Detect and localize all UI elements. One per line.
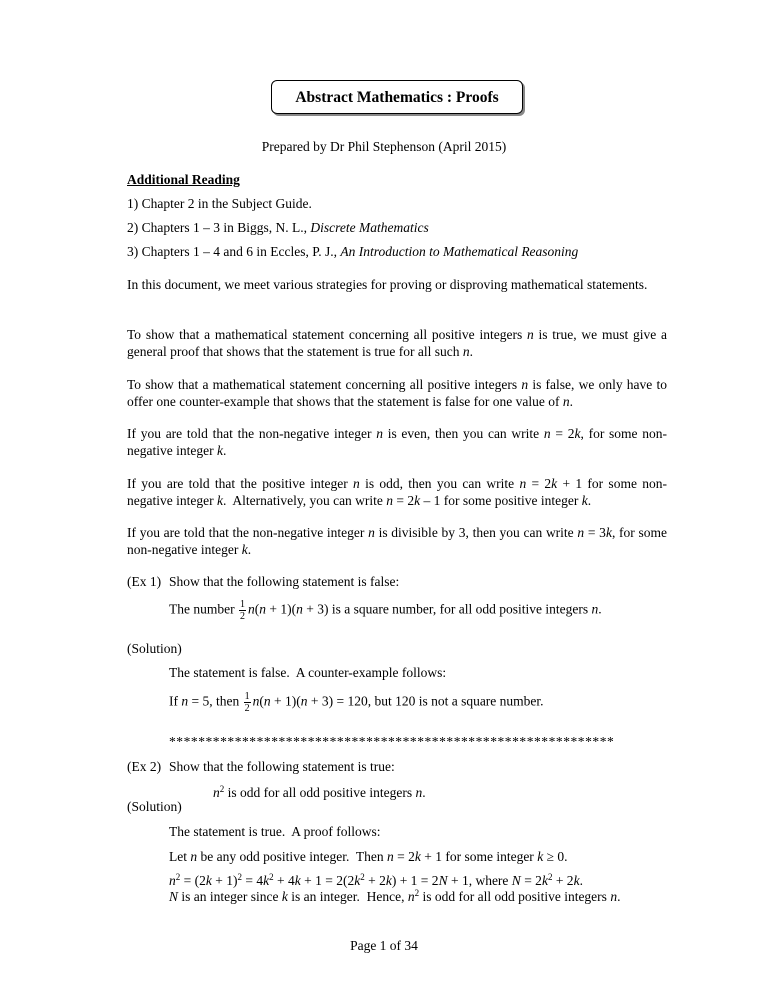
subtitle: Prepared by Dr Phil Stephenson (April 2015) — [261, 139, 507, 154]
ex2-proof-line-2: $n^2 = (2k + 1)^2 = 4k^2 + 4k + 1 = 2(2k^2 + 2k) + 1 = 2N + 1$, where $N = 2k^2 + 2k$. — [169, 872, 583, 888]
ex2-solution-label: (Solution) — [127, 799, 182, 814]
ex1-solution-label: (Solution) — [127, 641, 182, 656]
paragraph-false-statement: To show that a mathematical statement concerning all positive integers n is false, we only have to offer one counter-example that shows that the statement is false for one value of n. — [127, 377, 667, 409]
reading-heading: Additional Reading — [127, 172, 240, 187]
paragraph-divisible: If you are told that the non-negative integer n is divisible by 3, then you can write n = 3k, for some non-negative integer k. — [127, 525, 667, 557]
title-text: Abstract Mathematics : Proofs — [295, 88, 499, 106]
ex2-proof-line-3: N is an integer since k is an integer. Hence, $n^2$ is odd for all odd positive integers n. — [169, 888, 621, 904]
paragraph-even: If you are told that the non-negative integer n is even, then you can write n = 2k, for some non-negative integer k. — [127, 426, 668, 458]
paragraph-odd: If you are told that the positive integer n is odd, then you can write n = 2k + 1 for some non-negative integer k. Alternatively, you can write n = 2k – 1 for some positive integer k. — [127, 476, 667, 508]
ex1-prompt: Show that the following statement is false: — [169, 574, 400, 589]
ex1-solution-intro: The statement is false. A counter-example follows: — [169, 665, 447, 680]
page-number: Page 1 of 34 — [350, 938, 418, 953]
reading-item-1: 1) Chapter 2 in the Subject Guide. — [127, 196, 312, 211]
paragraph-true-statement: To show that a mathematical statement concerning all positive integers n is true, we must give a general proof that shows that the statement is true for all such n. — [127, 327, 668, 359]
page-title — [271, 80, 523, 114]
reading-item-2: 2) Chapters 1 – 3 in Biggs, N. L., Discrete Mathematics — [127, 220, 429, 235]
ex2-prompt: Show that the following statement is true: — [169, 759, 395, 774]
ex1-label: (Ex 1) — [127, 574, 162, 589]
ex2-label: (Ex 2) — [127, 759, 162, 774]
fraction-half: $\frac{1}{2}$ — [239, 599, 245, 622]
reading-item-3: 3) Chapters 1 – 4 and 6 in Eccles, P. J., An Introduction to Mathematical Reasoning — [127, 244, 579, 259]
fraction-half: $\frac{1}{2}$ — [244, 691, 250, 714]
ex1-counterexample: If n = 5, then $\frac{1}{2}$ n(n + 1)(n + 3) = 120, but 120 is not a square number. — [169, 691, 544, 714]
ex2-solution-intro: The statement is true. A proof follows: — [169, 824, 381, 839]
ex1-statement: The number $\frac{1}{2}$ n(n + 1)(n + 3) is a square number, for all odd positive integers n. — [169, 599, 602, 622]
ex2-statement: $n^2$ is odd for all odd positive integers n. — [213, 784, 426, 800]
separator: ************************************************************* — [169, 734, 615, 749]
paragraph-intro: In this document, we meet various strategies for proving or disproving mathematical statements. — [127, 277, 648, 292]
ex2-proof-line-1: Let n be any odd positive integer. Then n = 2k + 1 for some integer k ≥ 0. — [169, 849, 568, 864]
